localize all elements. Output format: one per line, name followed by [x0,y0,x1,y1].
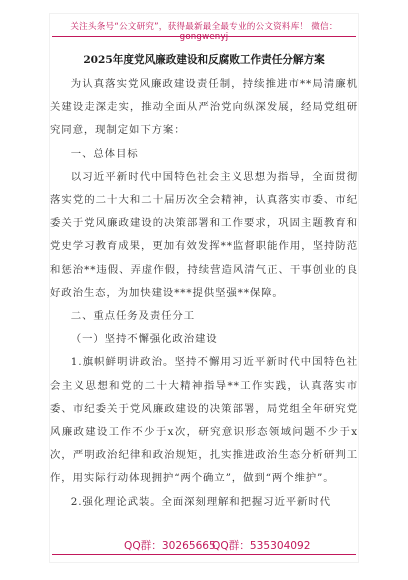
section-heading-goals: 一、总体目标 [70,147,139,160]
document-title: 2025年度党风廉政建设和反腐败工作责任分解方案 [83,54,325,66]
footer-divider [52,554,356,555]
task-item-1: 1.旗帜鲜明讲政治。坚持不懈用习近平新时代中国特色社会主义思想和党的二十大精神指导**工作实践，认真落实市委、市纪委关于党风廉政建设的决策部署，局党组全年研究党风廉政建设工作不少于x次，研究意识形态领域问题不少于x次，严明政治纪律和政治规矩，扎实推进政治生态分析研判工作，用实际行动体现拥护“两个确立”，做到“两个维护”。 [50,356,358,485]
header-banner: 关注头条号“公文研究”，获得最新最全最专业的公文资料库！ 微信：gongwenyj [70,22,338,42]
header-divider [52,36,356,37]
footer-qq-group-2: QQ群：535304092 [212,540,311,552]
document-body [50,52,358,514]
footer-qq-group-1: QQ群：30265665 [124,540,216,552]
section-heading-tasks: 二、重点任务及责任分工 [70,310,195,323]
subsection-heading-political: （一）坚持不懈强化政治建设 [70,333,218,346]
intro-paragraph: 为认真落实党风廉政建设责任制，持续推进市**局清廉机关建设走深走实，推动全面从严治党向纵深发展，经局党组研究同意，现制定如下方案： [50,78,358,137]
goals-paragraph: 以习近平新时代中国特色社会主义思想为指导，全面贯彻落实党的二十大和二十届历次全会精神，认真落实市委、市纪委关于党风廉政建设的决策部署和工作要求，巩固主题教育和党史学习教育成果，更加有效发挥**监督职能作用，坚持防范和惩治**违假、弄虚作假，持续营造风清气正、干事创业的良好政治生态，为加快建设***提供坚强**保障。 [50,170,358,299]
task-item-2: 2.强化理论武装。全面深刻理解和把握习近平新时代 [70,495,331,508]
